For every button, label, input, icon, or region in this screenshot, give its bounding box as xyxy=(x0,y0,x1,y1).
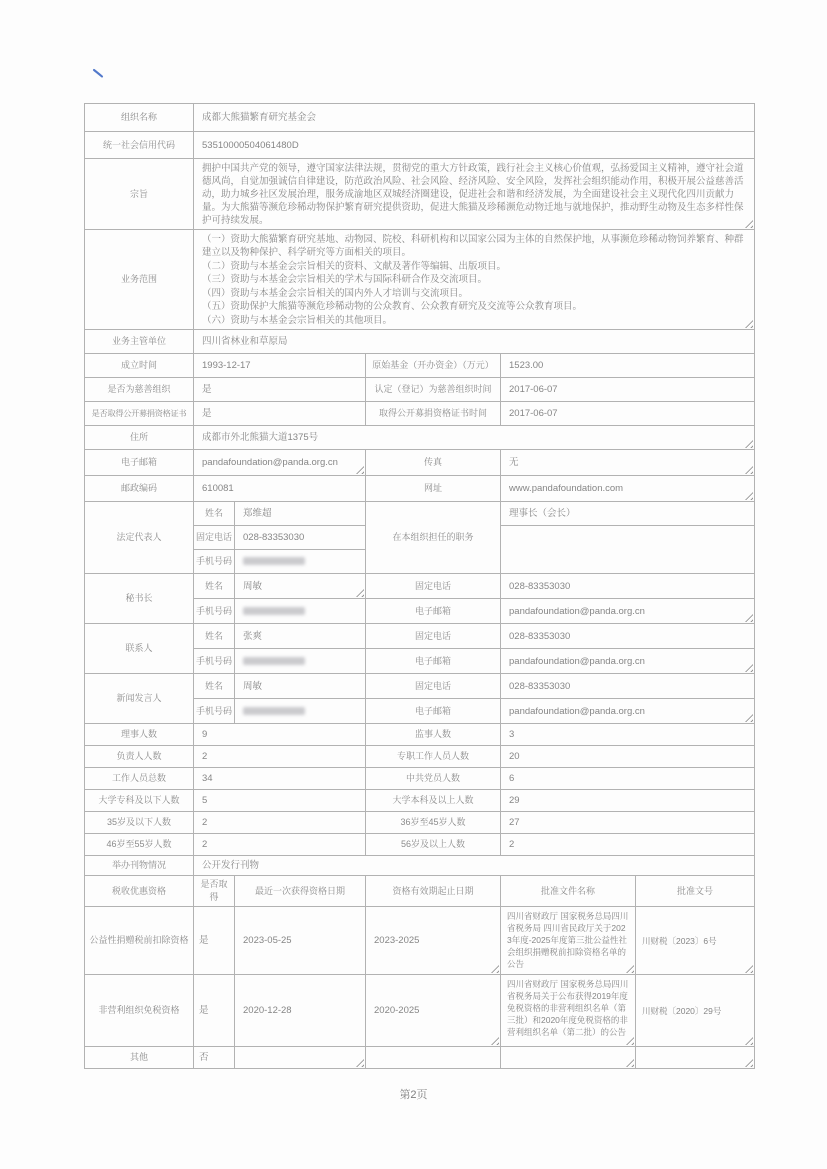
publication-value: 公开发行刊物 xyxy=(194,856,755,876)
redacted-mobile-number xyxy=(243,657,305,665)
legal-name-value: 郑维超 xyxy=(235,502,366,526)
spokesperson-name-value: 周敏 xyxy=(235,674,366,699)
tax-header-cell: 最近一次获得资格日期 xyxy=(235,876,366,907)
email-label: 电子邮箱 xyxy=(85,450,194,476)
tax-date-value: 2023-05-25 xyxy=(235,907,366,975)
contact-mobile-label: 手机号码 xyxy=(194,649,235,674)
spokesperson-tel-label: 固定电话 xyxy=(366,674,501,699)
count-value: 20 xyxy=(501,746,755,768)
tax-header-cell: 是否取得 xyxy=(194,876,235,907)
secretary-mobile-value xyxy=(235,599,366,624)
contact-email-text: pandafoundation@panda.org.cn xyxy=(509,655,645,667)
scope-item: （二）资助与本基金会宗旨相关的资料、文献及著作等编辑、出版项目。 xyxy=(202,260,507,272)
resize-handle-icon xyxy=(626,1059,634,1067)
scope-item: （四）资助与本基金会宗旨相关的国内外人才培训与交流项目。 xyxy=(202,287,469,299)
legal-rep-label: 法定代表人 xyxy=(85,502,194,574)
table-row xyxy=(85,574,755,599)
fax-value xyxy=(501,450,755,476)
table-row xyxy=(85,450,755,476)
count-value: 2 xyxy=(194,812,366,834)
secretary-name-value xyxy=(235,574,366,599)
org-name-value: 成都大熊猫繁育研究基金会 xyxy=(194,104,755,132)
tax-doc-name-value xyxy=(501,975,636,1047)
tax-doc-no-text: 川财税〔2020〕29号 xyxy=(642,1005,722,1016)
count-value: 27 xyxy=(501,812,755,834)
secretary-email-value xyxy=(501,599,755,624)
legal-mobile-value xyxy=(235,550,366,574)
tax-doc-no-value xyxy=(636,907,755,975)
contact-name-value: 张爽 xyxy=(235,624,366,649)
resize-handle-icon xyxy=(745,220,753,228)
tax-obtained-value: 是 xyxy=(194,907,235,975)
count-value: 3 xyxy=(501,724,755,746)
tax-date-value xyxy=(235,1047,366,1069)
address-label: 住所 xyxy=(85,426,194,450)
count-label: 负责人人数 xyxy=(85,746,194,768)
mission-text: 拥护中国共产党的领导，遵守国家法律法规，贯彻党的重大方针政策，践行社会主义核心价值观，弘扬爱国主义精神，遵守社会道德风尚，自觉加强诚信自律建设，防范政治风险、社会风险、经济风险、安全风险，发挥社会组织能动作用，积极开展公益慈善活动，助力城乡社区发展治理，服务成渝地区双城经济圈建设，促进社会和谐和经济发展，为全面建设社会主义现代化四川贡献力量。为大熊猫等濒危珍稀动物保护繁育研究提供资助，促进大熊猫及珍稀濒危动物迁地与就地保护，推动野生动物及生态多样性保护可持续发展。 xyxy=(202,163,744,226)
resize-handle-icon xyxy=(626,965,634,973)
count-value: 5 xyxy=(194,790,366,812)
secretary-email-label: 电子邮箱 xyxy=(366,599,501,624)
tax-date-value: 2020-12-28 xyxy=(235,975,366,1047)
tax-header-row xyxy=(85,876,755,907)
tax-header-cell: 批准文号 xyxy=(636,876,755,907)
tax-row-label: 公益性捐赠税前扣除资格 xyxy=(85,907,194,975)
count-value: 9 xyxy=(194,724,366,746)
page-number: 第2页 xyxy=(399,1089,428,1101)
table-row xyxy=(85,104,755,132)
table-row xyxy=(85,856,755,876)
resize-handle-icon xyxy=(745,466,753,474)
legal-name-label: 姓名 xyxy=(194,502,235,526)
legal-duty-value: 理事长（会长） xyxy=(501,502,755,526)
postcode-label: 邮政编码 xyxy=(85,476,194,502)
tax-validity-text: 2020-2025 xyxy=(374,1005,420,1016)
tax-header-cell: 批准文件名称 xyxy=(501,876,636,907)
tax-doc-no-value xyxy=(636,975,755,1047)
spokesperson-mobile-label: 手机号码 xyxy=(194,699,235,724)
resize-handle-icon xyxy=(356,466,364,474)
table-row xyxy=(85,426,755,450)
resize-handle-icon xyxy=(745,492,753,500)
legal-mobile-label: 手机号码 xyxy=(194,550,235,574)
scope-item: （一）资助大熊猫繁育研究基地、动物园、院校、科研机构和以国家公园为主体的自然保护地，从事濒危珍稀动物饲养繁育、种群建立以及物种保护、科学研究等方面相关的项目。 xyxy=(202,234,744,258)
tax-header-cell: 税收优惠资格 xyxy=(85,876,194,907)
initial-fund-value: 1523.00 xyxy=(501,354,755,378)
count-value: 6 xyxy=(501,768,755,790)
scope-item: （三）资助与本基金会宗旨相关的学术与国际科研合作及交流项目。 xyxy=(202,274,488,285)
table-row xyxy=(85,746,755,768)
table-row xyxy=(85,159,755,230)
secretary-label: 秘书长 xyxy=(85,574,194,624)
resize-handle-icon xyxy=(745,664,753,672)
legal-duty-label: 在本组织担任的职务 xyxy=(366,502,501,574)
initial-fund-label: 原始基金（开办资金）（万元） xyxy=(366,354,501,378)
count-label: 56岁及以上人数 xyxy=(366,834,501,856)
table-row xyxy=(85,378,755,402)
table-row xyxy=(85,132,755,159)
email-text: pandafoundation@panda.org.cn xyxy=(202,457,338,468)
table-row xyxy=(85,812,755,834)
count-label: 46岁至55岁人数 xyxy=(85,834,194,856)
org-name-label: 组织名称 xyxy=(85,104,194,132)
website-label: 网址 xyxy=(366,476,501,502)
table-row xyxy=(85,354,755,378)
scope-value xyxy=(194,230,755,330)
table-row xyxy=(85,768,755,790)
fax-text: 无 xyxy=(509,457,519,468)
founded-value: 1993-12-17 xyxy=(194,354,366,378)
fundraise-date-label: 取得公开募捐资格证书时间 xyxy=(366,402,501,426)
spokesperson-email-label: 电子邮箱 xyxy=(366,699,501,724)
tax-doc-no-value xyxy=(636,1047,755,1069)
secretary-tel-value: 028-83353030 xyxy=(501,574,755,599)
table-row xyxy=(85,330,755,354)
table-row xyxy=(85,624,755,649)
secretary-tel-label: 固定电话 xyxy=(366,574,501,599)
pen-mark xyxy=(91,66,107,82)
tax-doc-name-text: 四川省财政厅 国家税务总局四川省税务局 四川省民政厅关于2023年度-2025年度第三批公益性社会组织捐赠税前扣除资格名单的公告 xyxy=(507,911,629,969)
table-row xyxy=(85,834,755,856)
founded-label: 成立时间 xyxy=(85,354,194,378)
scope-item: （五）资助保护大熊猫等濒危珍稀动物的公众教育、公众教育研究及交流等公众教育项目。 xyxy=(202,301,583,312)
count-label: 专职工作人员人数 xyxy=(366,746,501,768)
redacted-mobile-number xyxy=(243,707,305,715)
spokesperson-tel-value: 028-83353030 xyxy=(501,674,755,699)
count-label: 35岁及以下人数 xyxy=(85,812,194,834)
tax-validity-value xyxy=(366,1047,501,1069)
tax-row xyxy=(85,975,755,1047)
annual-report-table xyxy=(84,103,755,1069)
legal-tel-value: 028-83353030 xyxy=(235,526,366,550)
count-label: 36岁至45岁人数 xyxy=(366,812,501,834)
tax-doc-no-text: 川财税〔2023〕6号 xyxy=(642,935,717,946)
resize-handle-icon xyxy=(491,965,499,973)
secretary-email-text: pandafoundation@panda.org.cn xyxy=(509,605,645,617)
redacted-mobile-number xyxy=(243,607,305,615)
scope-item: （六）资助与本基金会宗旨相关的其他项目。 xyxy=(202,314,393,326)
tax-header-cell: 资格有效期起止日期 xyxy=(366,876,501,907)
resize-handle-icon xyxy=(491,1037,499,1045)
contact-mobile-value xyxy=(235,649,366,674)
tax-doc-name-value xyxy=(501,907,636,975)
count-label: 中共党员人数 xyxy=(366,768,501,790)
tax-row-label: 非营利组织免税资格 xyxy=(85,975,194,1047)
charity-label: 是否为慈善组织 xyxy=(85,378,194,402)
tax-validity-value xyxy=(366,975,501,1047)
fundraise-label: 是否取得公开募捐资格证书 xyxy=(85,402,194,426)
resize-handle-icon xyxy=(356,1059,364,1067)
email-value xyxy=(194,450,366,476)
publication-label: 举办刊物情况 xyxy=(85,856,194,876)
tax-obtained-value: 是 xyxy=(194,975,235,1047)
count-value: 34 xyxy=(194,768,366,790)
table-row xyxy=(85,230,755,330)
spokesperson-email-text: pandafoundation@panda.org.cn xyxy=(509,705,645,717)
tax-row xyxy=(85,907,755,975)
contact-tel-value: 028-83353030 xyxy=(501,624,755,649)
resize-handle-icon xyxy=(745,714,753,722)
tax-row-label: 其他 xyxy=(85,1047,194,1069)
tax-row xyxy=(85,1047,755,1069)
redacted-mobile-number xyxy=(243,557,305,565)
fundraise-value: 是 xyxy=(194,402,366,426)
tax-doc-name-value xyxy=(501,1047,636,1069)
tax-doc-name-text: 四川省财政厅 国家税务总局四川省税务局关于公布获得2019年度免税资格的非营利组织名单（第三批）和2020年度免税资格的非营利组织名单（第二批）的公告 xyxy=(507,979,629,1037)
address-text: 成都市外北熊猫大道1375号 xyxy=(202,432,319,443)
address-value xyxy=(194,426,755,450)
table-row xyxy=(85,476,755,502)
mission-value xyxy=(194,159,755,230)
fundraise-date-value: 2017-06-07 xyxy=(501,402,755,426)
contact-email-label: 电子邮箱 xyxy=(366,649,501,674)
secretary-name-label: 姓名 xyxy=(194,574,235,599)
resize-handle-icon xyxy=(745,1059,753,1067)
count-value: 2 xyxy=(501,834,755,856)
secretary-mobile-label: 手机号码 xyxy=(194,599,235,624)
tax-obtained-value: 否 xyxy=(194,1047,235,1069)
count-label: 大学专科及以下人数 xyxy=(85,790,194,812)
tax-validity-value xyxy=(366,907,501,975)
secretary-name-text: 周敏 xyxy=(243,580,263,592)
count-value: 29 xyxy=(501,790,755,812)
resize-handle-icon xyxy=(745,1037,753,1045)
tax-validity-text: 2023-2025 xyxy=(374,935,420,946)
resize-handle-icon xyxy=(745,965,753,973)
resize-handle-icon xyxy=(745,614,753,622)
resize-handle-icon xyxy=(356,589,364,597)
charity-value: 是 xyxy=(194,378,366,402)
contact-label: 联系人 xyxy=(85,624,194,674)
count-label: 大学本科及以上人数 xyxy=(366,790,501,812)
credit-code-value: 53510000504061480D xyxy=(194,132,755,159)
resize-handle-icon xyxy=(745,320,753,328)
fax-label: 传真 xyxy=(366,450,501,476)
contact-email-value xyxy=(501,649,755,674)
table-row xyxy=(85,790,755,812)
mission-label: 宗旨 xyxy=(85,159,194,230)
count-value: 2 xyxy=(194,746,366,768)
website-text: www.pandafoundation.com xyxy=(509,483,624,494)
charity-date-value: 2017-06-07 xyxy=(501,378,755,402)
spokesperson-name-label: 姓名 xyxy=(194,674,235,699)
table-row xyxy=(85,402,755,426)
table-row xyxy=(85,674,755,699)
spokesperson-label: 新闻发言人 xyxy=(85,674,194,724)
spokesperson-email-value xyxy=(501,699,755,724)
resize-handle-icon xyxy=(745,440,753,448)
supervisor-label: 业务主管单位 xyxy=(85,330,194,354)
legal-duty-extra-cell xyxy=(501,526,755,574)
website-value xyxy=(501,476,755,502)
count-value: 2 xyxy=(194,834,366,856)
postcode-value: 610081 xyxy=(194,476,366,502)
credit-code-label: 统一社会信用代码 xyxy=(85,132,194,159)
spokesperson-mobile-value xyxy=(235,699,366,724)
count-label: 监事人数 xyxy=(366,724,501,746)
legal-tel-label: 固定电话 xyxy=(194,526,235,550)
scope-label: 业务范围 xyxy=(85,230,194,330)
contact-tel-label: 固定电话 xyxy=(366,624,501,649)
resize-handle-icon xyxy=(626,1037,634,1045)
count-label: 理事人数 xyxy=(85,724,194,746)
contact-name-label: 姓名 xyxy=(194,624,235,649)
supervisor-value: 四川省林业和草原局 xyxy=(194,330,755,354)
table-row xyxy=(85,502,755,526)
charity-date-label: 认定（登记）为慈善组织时间 xyxy=(366,378,501,402)
table-row xyxy=(85,724,755,746)
count-label: 工作人员总数 xyxy=(85,768,194,790)
